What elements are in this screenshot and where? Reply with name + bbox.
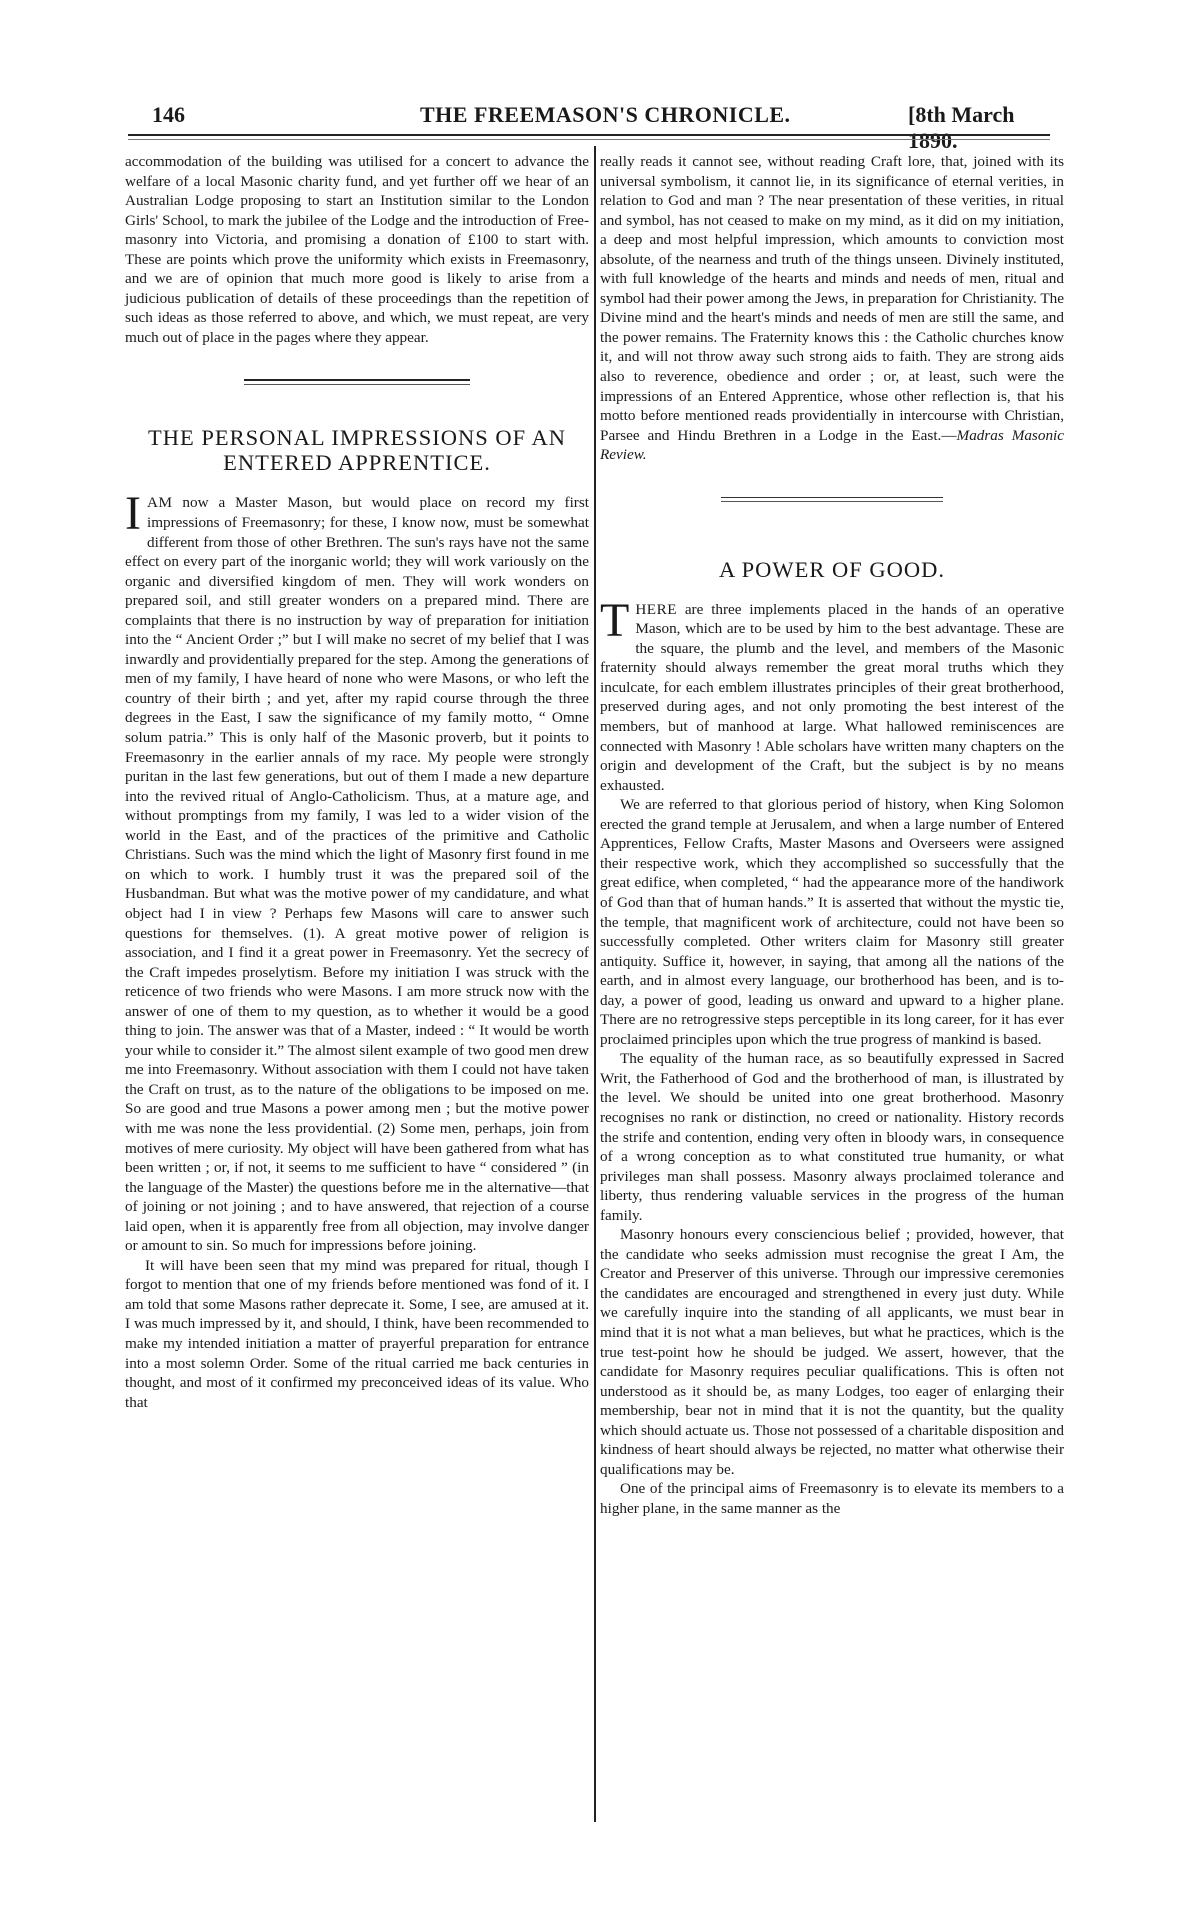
paragraph-text: now a Master Mason, but would place on record my first impressions of Freemasonry; for these, I know now, must be somewhat different from those of other Brethren. The sun's rays have not the same effect on every part of the inorganic world; they will work variously on the organic and diversified kingdom of men. They will work wonders on prepared soil, and still greater wonders on a prepared mind. There are complaints that there is no instruction by way of preparation for initiation into the “ Ancient Order ;” but I will make no secret of my belief that I was inwardly and providentially prepared for the step. Among the generations of men of my family, I have heard of none who were Masons, or who left the country of their birth ; and yet, after my rapid course through the three degrees in the East, I saw the significance of my family motto, “ Omne solum patria.” This is only half of the Masonic proverb, but it points to Freemasonry in the earlier annals of my race. My people were strongly puritan in the last few generations, but out of them I made a new departure into the revived ritual of Anglo-Catholicism. Thus, at a mature age, and without promptings from my family, I was led to a wider vision of the world in the East, and of the practices of the primitive and Catholic Christians. Such was the mind which the light of Masonry first found in me on which to work. I humbly trust it was the prepared soil of the Husbandman. But what was the motive power of my candidature, and what object had I in view ? Perhaps few Masons will care to answer such questions for themselves. (1). A great motive power of religion is association, and I find it a great power in Freemasonry. Yet the secrecy of the Craft impedes proselytism. Before my initiation I was struck with the reticence of two friends who were Masons. I am more struck now with the answer of one of them to my question, as to whether it would be a good thing to join. The answer was that of a Master, indeed : “ It would be worth your while to consider it.” The almost silent example of two good men drew me into Freemasonry. Without association with them I could not have taken the Craft on trust, as to the nature of the obligations to be imposed on me. So are good and true Masons a power among men ; but the motive power with me was none the less providential. (2) Some men, perhaps, join from motives of mere curiosity. My object will have been gathered from what has been written ; or, if not, it seems to me sufficient to have “ considered ” (in the language of the Master) the questions before me in the alternative—that of joining or not joining ; and to have answered, that rejection of a course laid open, when it is apparently free from all objection, may involve danger or amount to sin. So much for impressions before joining. bbox=[125, 494, 589, 1255]
issue-date: [8th March 1890. bbox=[908, 102, 1015, 153]
source-attribution: Madras Masonic Review. bbox=[600, 426, 1064, 464]
article-paragraph: One of the principal aims of Freemasonry is to elevate its members to a higher plane, in the same manner as the bbox=[600, 1480, 1064, 1517]
continuation-paragraph: accommodation of the building was utilised for a concert to advance the welfare of a local Masonic charity fund, and yet further off we hear of an Australian Lodge proposing to start an Institution similar to the London Girls' School, to mark the jubilee of the Lodge and the introduction of Freemasonry into Victoria, and promising a donation of £100 to start with. These are points which prove the uniformity which exists in Freemasonry, and we are of opinion that much more good is likely to arise from a judicious publication of details of these proceedings than the repetition of such ideas as those referred to above, and which, we must repeat, are very much out of place in the pages where they appear. bbox=[125, 153, 589, 346]
paper-title: THE FREEMASON'S CHRONICLE. bbox=[420, 102, 791, 127]
article-paragraph: We are referred to that glorious period of history, when King Solomon erected the grand temple at Jerusalem, and when a large number of Entered Apprentices, Fellow Crafts, Master Masons and Overseers were assigned their respective work, which they accomplished so successfully that the great edifice, when completed, “ had the appearance more of the handiwork of God than that of human hands.” It is asserted that without the mystic tie, the temple, that magnificent work of architecture, could not have been so successfully completed. Other writers claim for Masonry still greater antiquity. Suffice it, however, in saying, that among all the nations of the earth, and in almost every language, our brotherhood has been, and is to-day, a power of good, leading us onward and upward to a higher plane. There are no retrogressive steps perceptible in its long career, for it has ever proclaimed principles upon which the true progress of mankind is based. bbox=[600, 796, 1064, 1048]
column-divider-rule bbox=[594, 146, 596, 1822]
paragraph-text: really reads it cannot see, without reading Craft lore, that, joined with its universal symbolism, it cannot lie, in its significance of eternal verities, in relation to God and man ? The near presentation of these verities, in ritual and symbol, has not ceased to make on my mind, as it did on my initiation, a deep and most helpful impression, which amounts to conviction most absolute, of the nearness and truth of the things unseen. Divinely instituted, with full knowledge of the hearts and minds and needs of men, ritual and symbol had their power among the Jews, in preparation for Christianity. The Divine mind and the heart's minds and needs of men are still the same, and the power remains. The Fraternity knows this : the Catholic churches know it, and will not throw away such strong aids to faith. They are strong aids also to reverence, obedience and order ; or, at least, such were the impressions of an Entered Apprentice, whose other reflection is, that his motto before mentioned reads providentially in intercourse with Christian, Parsee and Hindu Brethren in a Lodge in the East.— bbox=[600, 153, 1064, 444]
header-double-rule bbox=[128, 134, 1050, 140]
lead-caps: AM bbox=[146, 494, 173, 512]
drop-cap: I bbox=[125, 487, 141, 541]
drop-cap: T bbox=[600, 593, 630, 647]
article-paragraph bbox=[125, 487, 589, 1255]
masthead-line bbox=[148, 102, 1048, 153]
continuation-paragraph bbox=[600, 152, 1064, 465]
section-separator-rule bbox=[244, 379, 470, 385]
page-number: 146 bbox=[152, 102, 185, 127]
section-separator-rule bbox=[721, 497, 943, 502]
lead-caps: HERE bbox=[635, 600, 677, 618]
right-column bbox=[600, 152, 1064, 1518]
article-paragraph: The equality of the human race, as so beautifully expressed in Sacred Writ, the Fatherhood of God and the brotherhood of man, is illustrated by the level. We should be united into one great brotherhood. Masonry recognises no rank or distinction, no creed or nationality. History records the strife and contention, ending very often in bloody wars, in consequence of a wrong conception as to what constituted true humanity, or what privileges man shall possess. Masonry always proclaimed tolerance and liberty, thus rendering valuable services in the progress of the human family. bbox=[600, 1050, 1064, 1224]
article-title-power-of-good: A POWER OF GOOD. bbox=[718, 556, 945, 582]
article-title-personal-impressions: THE PERSONAL IMPRESSIONS OF AN ENTERED APPRENTICE. bbox=[148, 425, 566, 476]
paragraph-text: are three implements placed in the hands of an operative Mason, which are to be used by him to the best advantage. These are the square, the plumb and the level, and members of the Masonic fraternity should always remember the great moral truths which they inculcate, for each emblem illustrates principles of their great brotherhood, preserved during ages, and not only promoting the best interest of the members, but of manhood at large. What hallowed reminiscences are connected with Masonry ! Able scholars have written many chapters on the origin and development of the Craft, but the subject is by no means exhausted. bbox=[600, 600, 1064, 794]
article-paragraph bbox=[600, 593, 1064, 795]
article-paragraph: It will have been seen that my mind was prepared for ritual, though I forgot to mention that one of my friends before mentioned was fond of it. I am told that some Masons rather deprecate it. Some, I see, are amused at it. I was much impressed by it, and should, I think, have been recommended to make my intended initiation a matter of prayerful preparation for entrance into a most solemn Order. Some of the ritual carried me back centuries in thought, and most of it confirmed my preconceived ideas of its value. Who that bbox=[125, 1256, 589, 1411]
left-column bbox=[125, 152, 589, 1412]
article-paragraph: Masonry honours every consciencious belief ; provided, however, that the candidate who seeks admission must recognise the great I Am, the Creator and Preserver of this universe. Through our impressive ceremonies the candidates are encouraged and strengthened in every just duty. While we carefully inquire into the standing of all applicants, we must bear in mind that it is not what a man believes, but what he practices, which is the true test-point how he should be judged. We assert, however, that the candidate for Masonry requires peculiar qualifications. This is often not understood as it should be, as many Lodges, too eager of enlarging their membership, bear not in mind that it is not the quantity, but the quality which should actuate us. Those not possessed of a charitable disposition and kindness of heart should always be rejected, no matter what otherwise their qualifications may be. bbox=[600, 1226, 1064, 1478]
